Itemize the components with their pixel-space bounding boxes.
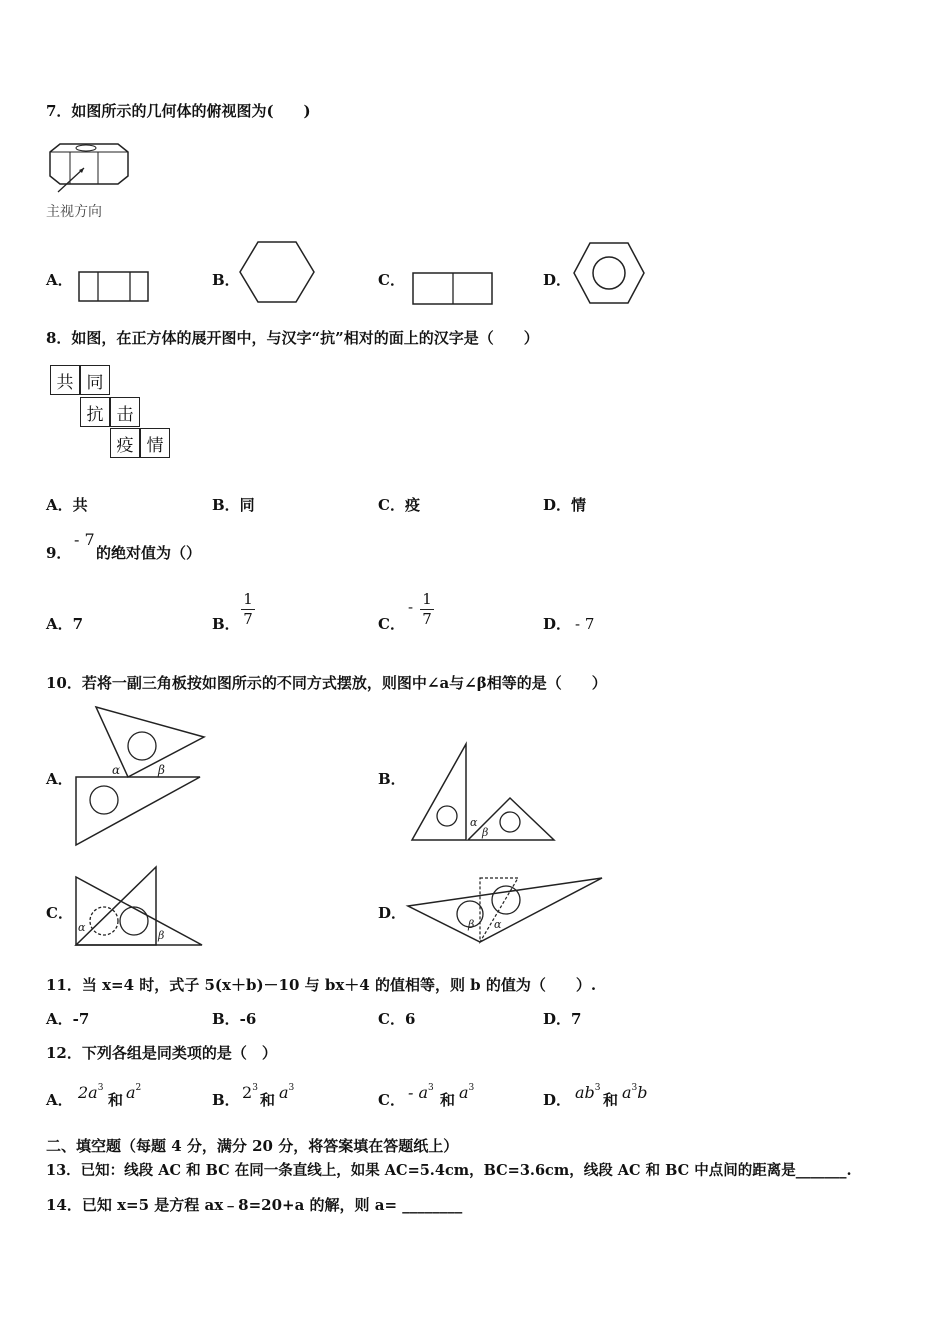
q9-stem: 的绝对值为（） bbox=[96, 544, 202, 562]
q9-option-c-sign: - bbox=[408, 598, 414, 616]
term-exponent: 3 bbox=[594, 1083, 601, 1093]
q11-option-d: D．7 bbox=[543, 1010, 582, 1028]
fraction-denominator: 7 bbox=[243, 610, 253, 628]
q9-number: 9． bbox=[46, 544, 72, 562]
q12-option-a-label: A． bbox=[46, 1091, 73, 1109]
q9-option-d-label: D． bbox=[543, 615, 572, 633]
fraction-numerator: 1 bbox=[243, 590, 253, 608]
q9-expression: - 7 bbox=[74, 530, 95, 549]
q12-option-d-label: D． bbox=[543, 1091, 572, 1109]
q10-option-b-figure bbox=[410, 742, 558, 842]
term-exponent: 3 bbox=[252, 1083, 258, 1093]
net-face-qing: 情 bbox=[140, 428, 170, 458]
q12-option-a-and: 和 bbox=[108, 1091, 124, 1109]
term-exponent: 3 bbox=[428, 1083, 434, 1093]
q12-option-d-and: 和 bbox=[603, 1091, 619, 1109]
fraction-denominator: 7 bbox=[422, 610, 432, 628]
fraction-numerator: 1 bbox=[422, 590, 432, 608]
net-face-kang: 抗 bbox=[80, 397, 110, 427]
term-exponent: 3 bbox=[468, 1083, 475, 1093]
beta-mark: β bbox=[468, 918, 475, 931]
q11-stem: 11．当 x=4 时，式子 5(x＋b)－10 与 bx＋4 的值相等，则 b 的值为（ ）. bbox=[46, 976, 597, 994]
term-base: a bbox=[459, 1083, 469, 1102]
q8-option-c: C．疫 bbox=[378, 496, 420, 514]
q12-option-a-left bbox=[78, 1084, 103, 1101]
q7-option-a-figure bbox=[78, 271, 150, 303]
q7-stem: 7．如图所示的几何体的俯视图为( ) bbox=[46, 102, 311, 120]
term-base: a bbox=[279, 1083, 289, 1102]
beta-mark: β bbox=[482, 826, 489, 839]
net-face-yi: 疫 bbox=[110, 428, 140, 458]
q7-option-c-label: C． bbox=[378, 271, 405, 289]
term-base: a bbox=[622, 1083, 632, 1102]
q12-option-c-and: 和 bbox=[440, 1091, 456, 1109]
view-direction-label: 主视方向 bbox=[46, 204, 102, 220]
q7-option-d-figure bbox=[572, 241, 646, 305]
q10-stem: 10．若将一副三角板按如图所示的不同方式摆放，则图中∠a与∠β相等的是（ ） bbox=[46, 674, 607, 692]
q10-option-a-label: A． bbox=[46, 770, 73, 788]
q14-stem: 14．已知 x=5 是方程 ax﹣8=20+a 的解，则 a= ________ bbox=[46, 1196, 463, 1214]
q12-option-a-right bbox=[126, 1084, 141, 1101]
q8-option-a: A．共 bbox=[46, 496, 88, 514]
q12-option-c-label: C． bbox=[378, 1091, 405, 1109]
q9-option-b-label: B． bbox=[212, 615, 240, 633]
q12-option-b-and: 和 bbox=[260, 1091, 276, 1109]
q12-option-b-left bbox=[242, 1084, 258, 1101]
q8-option-b: B．同 bbox=[212, 496, 255, 514]
term-exponent: 2 bbox=[135, 1083, 142, 1093]
section-2-title: 二、填空题（每题 4 分，满分 20 分，将答案填在答题纸上） bbox=[46, 1137, 459, 1155]
q7-option-c-figure bbox=[412, 272, 494, 306]
net-face-ji: 击 bbox=[110, 397, 140, 427]
q9-option-c-fraction bbox=[420, 592, 434, 627]
term-base: ab bbox=[575, 1083, 595, 1102]
alpha-mark: α bbox=[112, 763, 121, 777]
q7-option-d-label: D． bbox=[543, 271, 572, 289]
net-face-gong: 共 bbox=[50, 365, 80, 395]
alpha-mark: α bbox=[470, 816, 478, 829]
term-base: - a bbox=[408, 1083, 429, 1102]
term-exponent: 3 bbox=[288, 1083, 295, 1093]
term-base: 2 bbox=[242, 1083, 253, 1102]
beta-mark: β bbox=[158, 929, 165, 942]
q10-option-b-label: B． bbox=[378, 770, 406, 788]
q12-option-b-right bbox=[279, 1084, 294, 1101]
q9-option-a: A．7 bbox=[46, 615, 84, 633]
q11-option-c: C．6 bbox=[378, 1010, 416, 1028]
alpha-mark: α bbox=[78, 921, 86, 934]
term-base: a bbox=[126, 1083, 136, 1102]
q12-option-d-left bbox=[575, 1084, 601, 1101]
q7-option-b-figure bbox=[238, 240, 316, 306]
q10-option-d-figure bbox=[406, 874, 606, 946]
term-tail: b bbox=[637, 1083, 648, 1102]
beta-mark: β bbox=[158, 763, 165, 777]
term-exponent: 3 bbox=[97, 1083, 104, 1093]
q12-stem: 12．下列各组是同类项的是（ ） bbox=[46, 1044, 277, 1062]
q10-option-c-figure bbox=[74, 865, 204, 947]
q8-option-d: D．情 bbox=[543, 496, 587, 514]
q11-option-a: A．-7 bbox=[46, 1010, 90, 1028]
q12-option-c-left bbox=[408, 1084, 434, 1101]
term-exponent: 3 bbox=[631, 1083, 638, 1093]
hex-nut-figure bbox=[46, 142, 136, 194]
q10-option-d-label: D． bbox=[378, 904, 407, 922]
q9-option-b-fraction bbox=[241, 592, 255, 627]
q9-option-d-value: - 7 bbox=[575, 615, 595, 633]
q10-option-a-figure bbox=[74, 705, 208, 847]
alpha-mark: α bbox=[494, 918, 502, 931]
term-base: 2a bbox=[78, 1083, 98, 1102]
q12-option-b-label: B． bbox=[212, 1091, 240, 1109]
q11-option-b: B．-6 bbox=[212, 1010, 257, 1028]
net-face-tong: 同 bbox=[80, 365, 110, 395]
q12-option-d-right bbox=[622, 1084, 648, 1101]
q8-stem: 8．如图，在正方体的展开图中，与汉字“抗”相对的面上的汉字是（ ） bbox=[46, 329, 539, 347]
q9-option-c-label: C． bbox=[378, 615, 405, 633]
q7-option-b-label: B． bbox=[212, 271, 240, 289]
q13-stem: 13．已知：线段 AC 和 BC 在同一条直线上，如果 AC=5.4cm，BC=3.6cm，线段 AC 和 BC 中点间的距离是_______. bbox=[46, 1162, 852, 1179]
q7-option-a-label: A． bbox=[46, 271, 73, 289]
q12-option-c-right bbox=[459, 1084, 474, 1101]
q10-option-c-label: C． bbox=[46, 904, 73, 922]
